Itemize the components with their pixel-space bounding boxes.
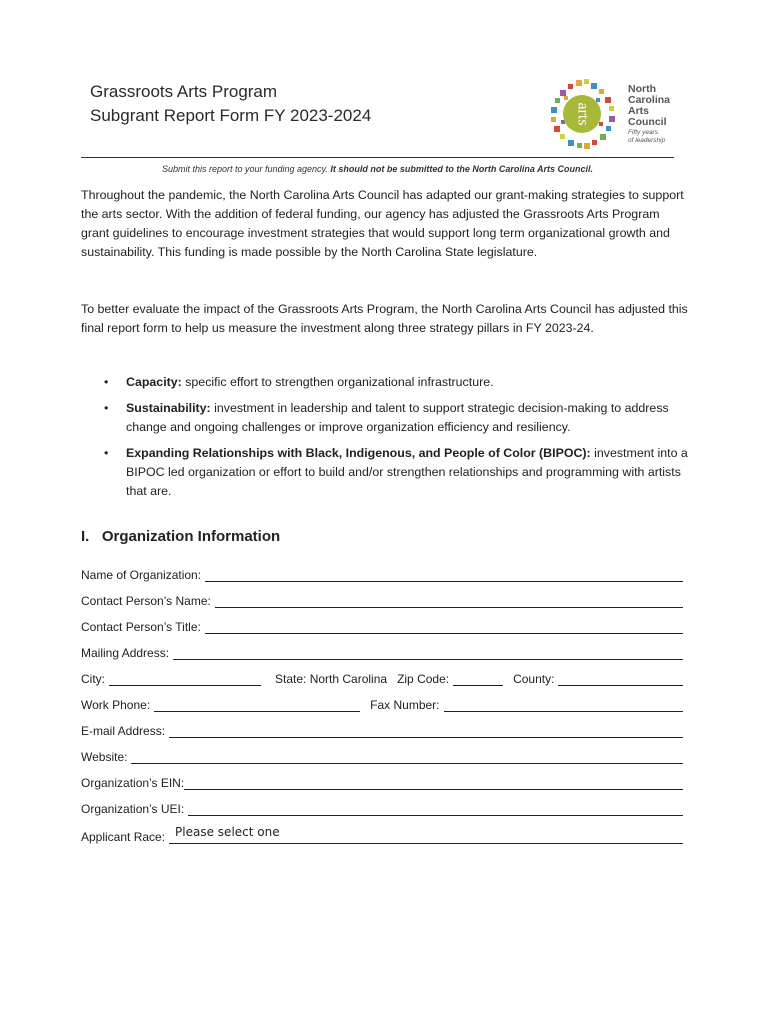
contact-name-row (81, 590, 683, 608)
contact-name-field[interactable] (215, 593, 683, 608)
uei-field[interactable] (188, 801, 683, 816)
intro-paragraph-2: To better evaluate the impact of the Grassroots Arts Program, the North Carolina Arts Council has adjusted this final report form to help us measure the investment along three strategy pillars in FY 2023-24. (81, 302, 688, 335)
section-organization-information: I. Organization Information (81, 528, 281, 545)
arts-logo-mark-icon (546, 78, 622, 150)
pillar-desc: specific effort to strengthen organizational infrastructure. (181, 375, 494, 389)
county-field[interactable] (558, 671, 683, 686)
logo-tagline (628, 129, 665, 145)
org-name-row (81, 564, 683, 582)
uei-row (81, 798, 683, 816)
state-label: State: North Carolina (275, 672, 388, 686)
mailing-address-label: Mailing Address: (81, 646, 170, 660)
nc-arts-council-logo (546, 78, 676, 150)
contact-title-field[interactable] (205, 619, 683, 634)
form-title (90, 80, 371, 128)
pillar-term: Expanding Relationships with Black, Indigenous, and People of Color (BIPOC): (126, 446, 591, 460)
logo-line-1: North (628, 83, 656, 95)
applicant-race-label: Applicant Race: (81, 830, 166, 844)
contact-title-label: Contact Person’s Title: (81, 620, 201, 634)
zip-label: Zip Code: (397, 672, 450, 686)
bullet-icon: • (104, 401, 109, 415)
city-state-zip-row (81, 668, 683, 686)
logo-line-3: Arts (628, 105, 650, 117)
email-label: E-mail Address: (81, 724, 166, 738)
work-phone-field[interactable] (154, 697, 360, 712)
applicant-race-row (81, 826, 683, 844)
org-name-field[interactable] (205, 567, 683, 582)
pillar-bipoc (104, 444, 694, 501)
org-name-label: Name of Organization: (81, 568, 202, 582)
applicant-race-value: Please select one (175, 825, 280, 839)
county-label: County: (513, 672, 555, 686)
applicant-race-select[interactable] (169, 827, 683, 844)
logo-tag-1: Fifty years (628, 129, 658, 136)
ein-row (81, 772, 683, 790)
logo-wordmark (628, 84, 670, 128)
bullet-icon: • (104, 375, 109, 389)
pillar-capacity (104, 373, 694, 392)
website-row (81, 746, 683, 764)
pillar-desc: investment into a BIPOC led organization or effort to build and/or strengthen relationships and programming with artists that are. (126, 446, 688, 498)
email-row (81, 720, 683, 738)
intro-paragraph-1: Throughout the pandemic, the North Carolina Arts Council has adapted our grant-making strategies to support the arts sector. With the addition of federal funding, our agency has adjusted the Grassroots Arts Program grant guidelines to encourage investment strategies that would support long term organizational growth and sustainability. This funding is made possible by the North Carolina State legislature. (81, 188, 684, 259)
notice-regular: Submit this report to your funding agency. (161, 164, 328, 174)
pillar-sustainability (104, 399, 694, 437)
fax-label: Fax Number: (370, 698, 440, 712)
mailing-address-field[interactable] (173, 645, 683, 660)
pillar-term: Capacity: (126, 375, 182, 389)
city-field[interactable] (109, 671, 261, 686)
uei-label: Organization’s UEI: (81, 802, 185, 816)
zip-field[interactable] (453, 671, 503, 686)
notice-bold: It should not be submitted to the North Carolina Arts Council. (330, 164, 594, 174)
pillar-term: Sustainability: (126, 401, 211, 415)
bullet-icon: • (104, 446, 109, 460)
strategy-pillars-list (104, 373, 694, 508)
title-line-1: Grassroots Arts Program (90, 82, 278, 101)
logo-mark-text: arts (574, 102, 592, 126)
logo-line-2: Carolina (628, 94, 671, 106)
contact-name-label: Contact Person’s Name: (81, 594, 211, 608)
contact-title-row (81, 616, 683, 634)
website-label: Website: (81, 750, 128, 764)
website-field[interactable] (131, 749, 683, 764)
ein-label: Organization’s EIN: (81, 776, 185, 790)
fax-field[interactable] (444, 697, 683, 712)
pillar-desc: investment in leadership and talent to support strategic decision-making to address change and ongoing challenges or improve organization efficiency and resiliency. (126, 401, 669, 434)
email-field[interactable] (169, 723, 683, 738)
header-divider (81, 157, 674, 158)
work-phone-label: Work Phone: (81, 698, 151, 712)
city-label: City: (81, 672, 105, 686)
phone-fax-row (81, 694, 683, 712)
logo-tag-2: of leadership (628, 137, 666, 144)
ein-field[interactable] (184, 775, 683, 790)
submission-notice (81, 164, 674, 174)
title-line-2: Subgrant Report Form FY 2023-2024 (90, 106, 372, 125)
mailing-address-row (81, 642, 683, 660)
logo-line-4: Council (628, 116, 667, 128)
